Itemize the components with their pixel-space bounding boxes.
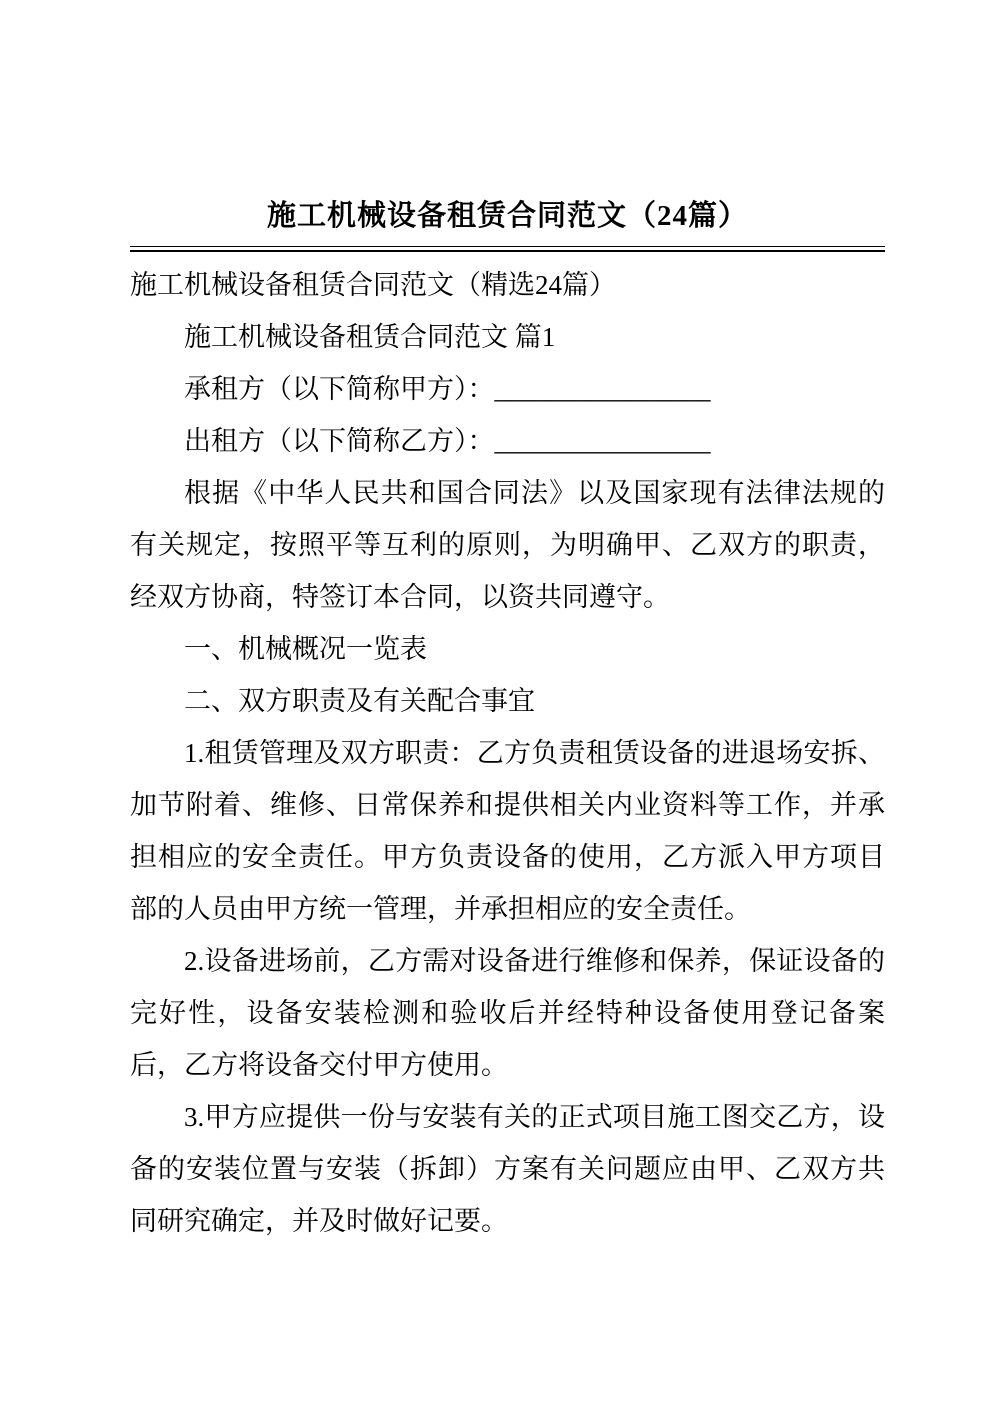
paragraph-clause-1: 1.租赁管理及双方职责：乙方负责租赁设备的进退场安拆、加节附着、维修、日常保养和提供相关内业资料等工作，并承担相应的安全责任。甲方负责设备的使用，乙方派入甲方项目部的人员由甲方统一管理，并承担相应的安全责任。 [130, 738, 885, 924]
party-b-label: 出租方（以下简称乙方）： [184, 426, 495, 456]
paragraph-section-1-heading: 一、机械概况一览表 [184, 634, 427, 664]
paragraph-party-b [130, 415, 885, 467]
party-b-fill-in-blank: ________________ [494, 426, 711, 456]
title-divider-double-rule [130, 246, 885, 252]
paragraph-party-a [130, 363, 885, 415]
party-a-label: 承租方（以下简称甲方）： [184, 374, 495, 404]
paragraph-preamble: 根据《中华人民共和国合同法》以及国家现有法律法规的有关规定，按照平等互利的原则，为明确甲、乙双方的职责，经双方协商，特签订本合同，以资共同遵守。 [130, 478, 885, 612]
paragraph-section-2-heading: 二、双方职责及有关配合事宜 [184, 686, 535, 716]
document-body [130, 259, 885, 1247]
paragraph-article-heading: 施工机械设备租赁合同范文 篇1 [184, 322, 556, 352]
paragraph-clause-3: 3.甲方应提供一份与安装有关的正式项目施工图交乙方，设备的安装位置与安装（拆卸）方案有关问题应由甲、乙双方共同研究确定，并及时做好记要。 [130, 1102, 885, 1236]
paragraph-clause-2: 2.设备进场前，乙方需对设备进行维修和保养，保证设备的完好性，设备安装检测和验收后并经特种设备使用登记备案后，乙方将设备交付甲方使用。 [130, 946, 885, 1080]
party-a-fill-in-blank: ________________ [494, 374, 711, 404]
paragraph-collection-heading: 施工机械设备租赁合同范文（精选24篇） [130, 270, 616, 300]
document-title: 施工机械设备租赁合同范文（24篇） [266, 200, 748, 232]
